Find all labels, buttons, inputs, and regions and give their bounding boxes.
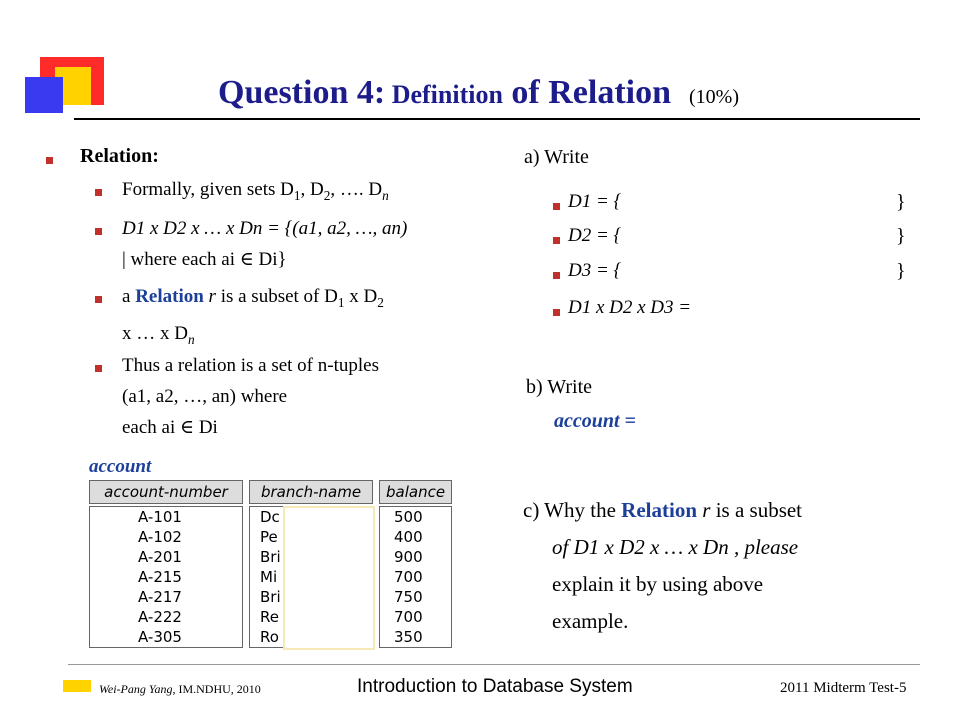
bullet-icon xyxy=(95,189,102,196)
d1-line: D1 = { xyxy=(568,191,622,212)
column-header: account-number xyxy=(89,480,243,504)
title-rule xyxy=(74,118,920,120)
points-label: (10%) xyxy=(689,86,739,108)
footer-rule xyxy=(68,664,920,665)
bullet-icon xyxy=(95,228,102,235)
branch-name-mask xyxy=(283,506,375,650)
bullet-icon xyxy=(95,296,102,303)
part-b-heading: b) Write xyxy=(526,376,593,398)
column-header: balance xyxy=(379,480,452,504)
d1-close: } xyxy=(896,191,906,213)
footer-author: Wei-Pang Yang, IM.NDHU, 2010 xyxy=(99,682,261,696)
account-table xyxy=(83,478,458,650)
table-row xyxy=(89,506,452,648)
d3-line: D3 = { xyxy=(568,260,622,281)
footer-course-title: Introduction to Database System xyxy=(357,676,633,697)
balance-cell: 500 400 900 700 750 700 350 xyxy=(379,506,452,648)
bullet-subset: a Relation r is a subset of $D_1$ x $D_2$ x … x $D_n$ xyxy=(122,286,384,347)
bullet-icon xyxy=(553,272,560,279)
bullet-cartesian: D1 x D2 x … x Dn = {(a1, a2, …, an) | where each ai ∈ Di} xyxy=(122,218,408,270)
bullet-ntuples: Thus a relation is a set of n-tuples (a1, a2, …, an) where each ai ∈ Di xyxy=(122,355,379,438)
bullet-icon xyxy=(553,309,560,316)
part-a-heading: a) Write xyxy=(524,146,589,168)
d2-close: } xyxy=(896,225,906,247)
dprod-line: D1 x D2 x D3 = xyxy=(568,297,692,318)
account-number-cell: A-101 A-102 A-201 A-215 A-217 A-222 A-305 xyxy=(89,506,243,648)
column-header: branch-name xyxy=(249,480,373,504)
bullet-icon xyxy=(553,203,560,210)
branch-name-cell: Dc Pe Bri Mi Bri Re Ro xyxy=(249,506,373,648)
bullet-icon xyxy=(95,365,102,372)
account-table-label: account xyxy=(89,456,152,477)
part-c-question: c) Why the Relation r is a subset of D1 x D2 x … x Dn , please explain it by using above example. xyxy=(523,498,803,633)
d3-close: } xyxy=(896,260,906,282)
bullet-formally: Formally, given sets $D_1$, $D_2$, …. $D_n$ xyxy=(122,179,389,203)
logo-blue-square xyxy=(25,77,63,113)
relation-heading: Relation: xyxy=(80,145,159,167)
footer-yellow-mark xyxy=(63,680,91,692)
d2-line: D2 = { xyxy=(568,225,622,246)
bullet-icon xyxy=(46,157,53,164)
slide-title: Question 4: Definition of Relation (10%) xyxy=(218,74,739,111)
bullet-icon xyxy=(553,237,560,244)
footer-page-label: 2011 Midterm Test-5 xyxy=(780,680,907,696)
account-equals: account = xyxy=(554,410,636,432)
